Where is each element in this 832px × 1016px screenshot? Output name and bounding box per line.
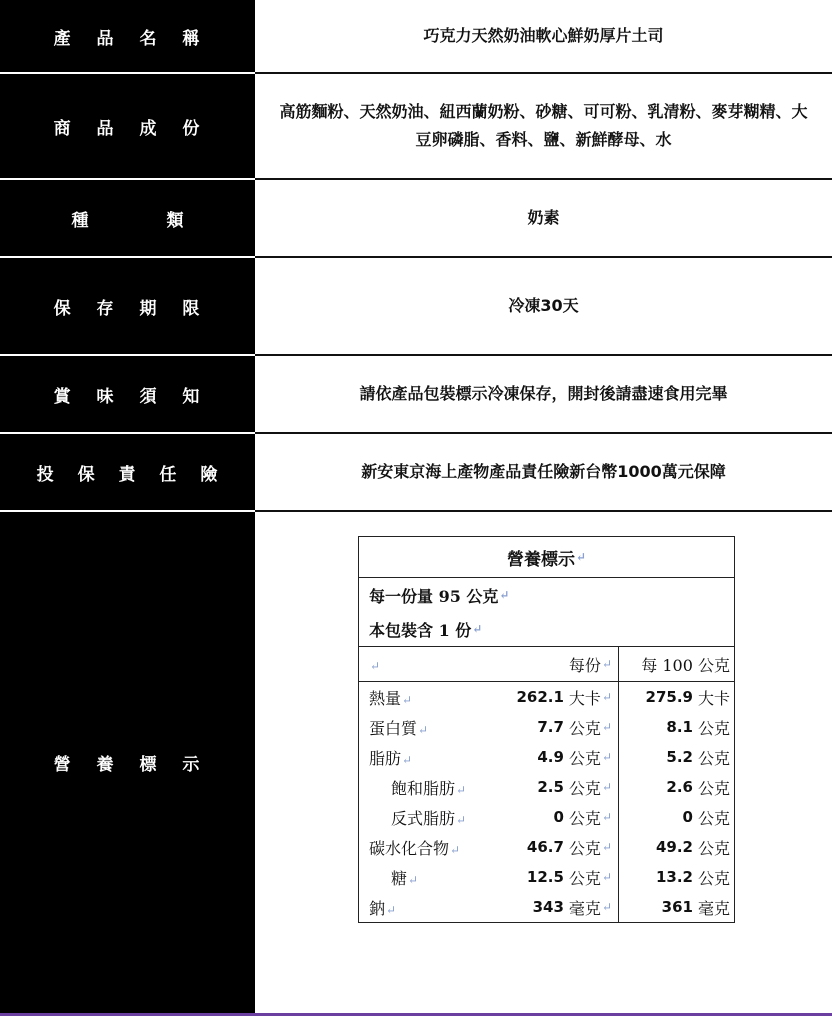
- per-100g-value: 8.1: [666, 718, 693, 736]
- row-label: 賞 味 須 知: [0, 356, 255, 432]
- row-label: 保 存 期 限: [0, 258, 255, 354]
- per-serving-value: 0: [553, 808, 564, 826]
- nutrient-name: [359, 746, 489, 769]
- per-serving-unit: 公克: [568, 808, 601, 828]
- per-100g-value: 361: [661, 898, 693, 916]
- spec-row-shelf-life: [0, 258, 832, 354]
- per-serving-unit: 公克: [568, 748, 601, 768]
- per-serving-value: 262.1: [516, 688, 564, 706]
- nutrient-row: [359, 832, 734, 862]
- per-serving-value: 4.9: [537, 748, 564, 766]
- row-label: 商 品 成 份: [0, 74, 255, 178]
- row-value: 奶素: [255, 180, 832, 256]
- return-mark: ↵: [456, 782, 467, 797]
- per-serving-value: 46.7: [526, 838, 564, 856]
- return-mark: ↵: [450, 842, 461, 857]
- spec-row-type: [0, 180, 832, 256]
- return-mark: ↵: [601, 657, 612, 671]
- return-mark: ↵: [601, 900, 612, 914]
- nutrient-name-text: 糖: [391, 868, 408, 888]
- row-label: 產 品 名 稱: [0, 0, 255, 72]
- nutrient-per-serving: [489, 712, 619, 742]
- nutrient-per-100g: [619, 892, 734, 922]
- nutrient-name-text: 脂肪: [369, 748, 402, 768]
- header-blank-cell: [359, 655, 489, 674]
- return-mark: ↵: [575, 550, 587, 564]
- per-serving-value: 7.7: [537, 718, 564, 736]
- return-mark: ↵: [601, 780, 612, 794]
- per-serving-unit: 公克: [568, 838, 601, 858]
- per-100g-unit: 公克: [697, 868, 730, 888]
- nutrient-per-serving: [489, 892, 619, 922]
- return-mark: ↵: [499, 588, 510, 602]
- nutrient-name-text: 飽和脂肪: [391, 778, 456, 798]
- nutrient-per-100g: [619, 682, 734, 712]
- nutrient-per-serving: [489, 682, 619, 712]
- return-mark: ↵: [418, 722, 429, 737]
- nutrient-row: [359, 772, 734, 802]
- nutrient-name-text: 鈉: [369, 898, 386, 918]
- header-per-serving: [489, 647, 619, 681]
- nutrient-row: [359, 742, 734, 772]
- nutrient-name: [359, 866, 489, 889]
- row-label: 投 保 責 任 險: [0, 434, 255, 510]
- row-value: 請依產品包裝標示冷凍保存，開封後請盡速食用完畢: [255, 356, 832, 432]
- nutrient-per-100g: [619, 742, 734, 772]
- nutrient-name: [359, 806, 489, 829]
- nutrient-row: [359, 712, 734, 742]
- nutrition-facts-table: [358, 536, 735, 923]
- per-serving-value: 2.5: [537, 778, 564, 796]
- row-value: 巧克力天然奶油軟心鮮奶厚片土司: [255, 0, 832, 72]
- nutrition-rows: [359, 682, 734, 922]
- per-serving-unit: 公克: [568, 778, 601, 798]
- per-serving-unit: 公克: [568, 868, 601, 888]
- return-mark: ↵: [408, 872, 419, 887]
- return-mark: ↵: [601, 750, 612, 764]
- per-100g-unit: 公克: [697, 718, 730, 738]
- serving-size-text: 每一份量 95 公克: [369, 586, 499, 606]
- row-label: 種 類: [0, 180, 255, 256]
- return-mark: ↵: [601, 720, 612, 734]
- nutrition-title: [359, 537, 734, 578]
- nutrient-name: [359, 686, 489, 709]
- nutrition-header-row: [359, 647, 734, 682]
- per-serving-unit: 公克: [568, 718, 601, 738]
- row-value: 新安東京海上產物產品責任險新台幣1000萬元保障: [255, 434, 832, 510]
- per-serving-unit: 大卡: [568, 688, 601, 708]
- nutrient-per-100g: [619, 832, 734, 862]
- nutrient-row: [359, 682, 734, 712]
- nutrient-per-serving: [489, 802, 619, 832]
- nutrient-per-100g: [619, 802, 734, 832]
- per-100g-unit: 公克: [697, 748, 730, 768]
- nutrient-row: [359, 892, 734, 922]
- nutrition-title-text: 營養標示: [506, 549, 575, 570]
- return-mark: ↵: [472, 622, 483, 636]
- per-100g-value: 49.2: [655, 838, 693, 856]
- per-100g-value: 275.9: [645, 688, 693, 706]
- nutrient-per-serving: [489, 772, 619, 802]
- return-mark: ↵: [601, 870, 612, 884]
- return-mark: ↵: [601, 690, 612, 704]
- servings-per-package-text: 本包裝含 1 份: [369, 620, 472, 640]
- nutrient-per-serving: [489, 742, 619, 772]
- serving-size: [359, 578, 734, 612]
- nutrient-per-100g: [619, 772, 734, 802]
- nutrient-per-100g: [619, 712, 734, 742]
- per-100g-unit: 毫克: [697, 898, 730, 918]
- per-100g-value: 13.2: [655, 868, 693, 886]
- row-value: 高筋麵粉、天然奶油、紐西蘭奶粉、砂糖、可可粉、乳清粉、麥芽糊精、大豆卵磷脂、香料、鹽、新鮮酵母、水: [255, 74, 832, 178]
- nutrient-name: [359, 716, 489, 739]
- nutrient-name: [359, 836, 489, 859]
- return-mark: ↵: [456, 812, 467, 827]
- per-100g-value: 0: [682, 808, 693, 826]
- spec-row-notes: [0, 356, 832, 432]
- nutrient-name-text: 反式脂肪: [391, 808, 456, 828]
- per-serving-unit: 毫克: [568, 898, 601, 918]
- nutrient-name-text: 蛋白質: [369, 718, 418, 738]
- header-per-serving-text: 每份: [568, 655, 601, 675]
- header-per-100g-text: 每 100 公克: [641, 655, 730, 675]
- servings-per-package: [359, 612, 734, 647]
- nutrient-name-text: 熱量: [369, 688, 402, 708]
- return-mark: ↵: [386, 902, 397, 917]
- return-mark: ↵: [601, 840, 612, 854]
- per-100g-unit: 公克: [697, 778, 730, 798]
- per-100g-value: 5.2: [666, 748, 693, 766]
- nutrient-per-serving: [489, 862, 619, 892]
- return-mark: ↵: [601, 810, 612, 824]
- nutrient-name-text: 碳水化合物: [369, 838, 450, 858]
- row-value: 冷凍30天: [255, 258, 832, 354]
- return-mark: ↵: [370, 658, 381, 673]
- per-serving-value: 343: [532, 898, 564, 916]
- nutrient-name: [359, 776, 489, 799]
- nutrient-name: [359, 896, 489, 919]
- nutrient-row: [359, 862, 734, 892]
- nutrient-per-100g: [619, 862, 734, 892]
- nutrient-row: [359, 802, 734, 832]
- per-100g-unit: 公克: [697, 808, 730, 828]
- row-label: 營 養 標 示: [0, 512, 255, 1013]
- return-mark: ↵: [402, 692, 413, 707]
- nutrient-per-serving: [489, 832, 619, 862]
- spec-row-product-name: [0, 0, 832, 72]
- per-100g-unit: 大卡: [697, 688, 730, 708]
- per-100g-unit: 公克: [697, 838, 730, 858]
- spec-row-insurance: [0, 434, 832, 510]
- spec-row-ingredients: [0, 74, 832, 178]
- per-100g-value: 2.6: [666, 778, 693, 796]
- per-serving-value: 12.5: [526, 868, 564, 886]
- return-mark: ↵: [402, 752, 413, 767]
- header-per-100g: [619, 647, 734, 681]
